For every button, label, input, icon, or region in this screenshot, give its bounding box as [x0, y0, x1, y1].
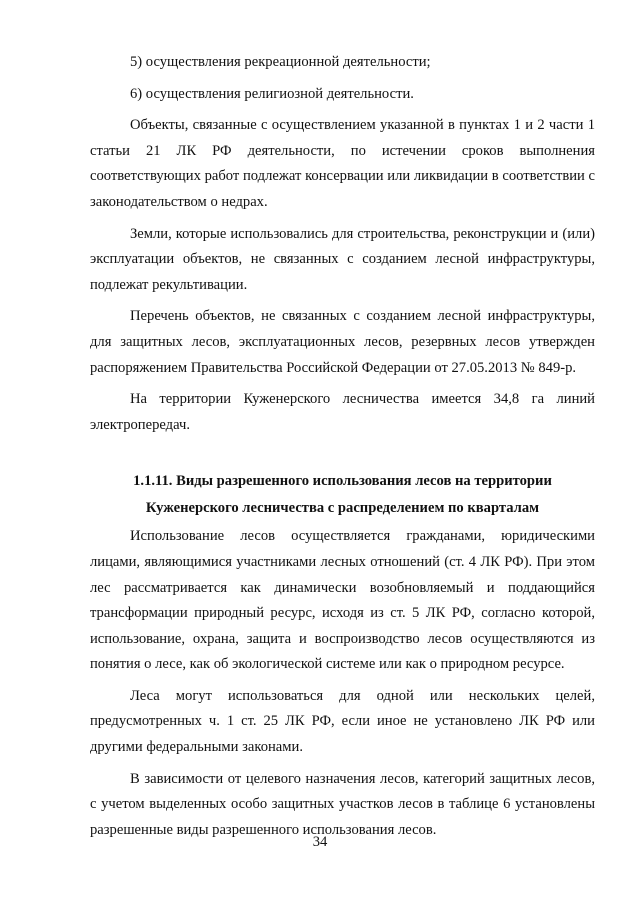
- paragraph-objects-conservation: Объекты, связанные с осуществлением указанной в пунктах 1 и 2 части 1 статьи 21 ЛК РФ деятельности, по истечении сроков выполнения соответствующих работ подлежат консервации или ликвидации в соответствии с законодательством о недрах.: [90, 117, 595, 210]
- section-heading-line-2: Куженерского лесничества с распределением по кварталам: [145, 500, 540, 517]
- section-heading-line-1: 1.1.11. Виды разрешенного использования лесов на территории: [133, 473, 552, 490]
- paragraph-purposes: Леса могут использоваться для одной или нескольких целей, предусмотренных ч. 1 ст. 25 ЛК РФ, если иное не установлено ЛК РФ или другими федеральными законами.: [90, 687, 595, 756]
- section-heading: [90, 468, 595, 522]
- paragraph-land-recultivation: Земли, которые использовались для строительства, реконструкции и (или) эксплуатации объектов, не связанных с созданием лесной инфраструктуры, подлежат рекультивации.: [90, 225, 595, 293]
- paragraph-forest-use: Использование лесов осуществляется гражданами, юридическими лицами, являющимися участниками лесных отношений (ст. 4 ЛК РФ). При этом лес рассматривается как динамически возобновляемый и поддающийся трансформации природный ресурс, исходя из ст. 5 ЛК РФ, согласно которой, использование, охрана, защита и воспроизводство лесов осуществляются из понятия о лесе, как об экологической системе или как о природном ресурсе.: [90, 528, 595, 673]
- page-number: 34: [312, 834, 328, 850]
- paragraph-objects-list: Перечень объектов, не связанных с созданием лесной инфраструктуры, для защитных лесов, эксплуатационных лесов, резервных лесов утвержден распоряжением Правительства Российской Федерации от 27.05.2013 № 849-р.: [90, 308, 595, 376]
- list-item-recreation: 5) осуществления рекреационной деятельности;: [130, 54, 431, 70]
- list-item-religion: 6) осуществления религиозной деятельности.: [130, 85, 414, 102]
- page-body: [90, 50, 595, 849]
- paragraph-permitted-uses: В зависимости от целевого назначения лесов, категорий защитных лесов, с учетом выделенных особо защитных участков лесов в таблице 6 установлены разрешенные виды разрешенного использования лесов.: [90, 770, 595, 838]
- paragraph-power-lines: На территории Куженерского лесничества имеется 34,8 га линий электропередач.: [90, 391, 595, 433]
